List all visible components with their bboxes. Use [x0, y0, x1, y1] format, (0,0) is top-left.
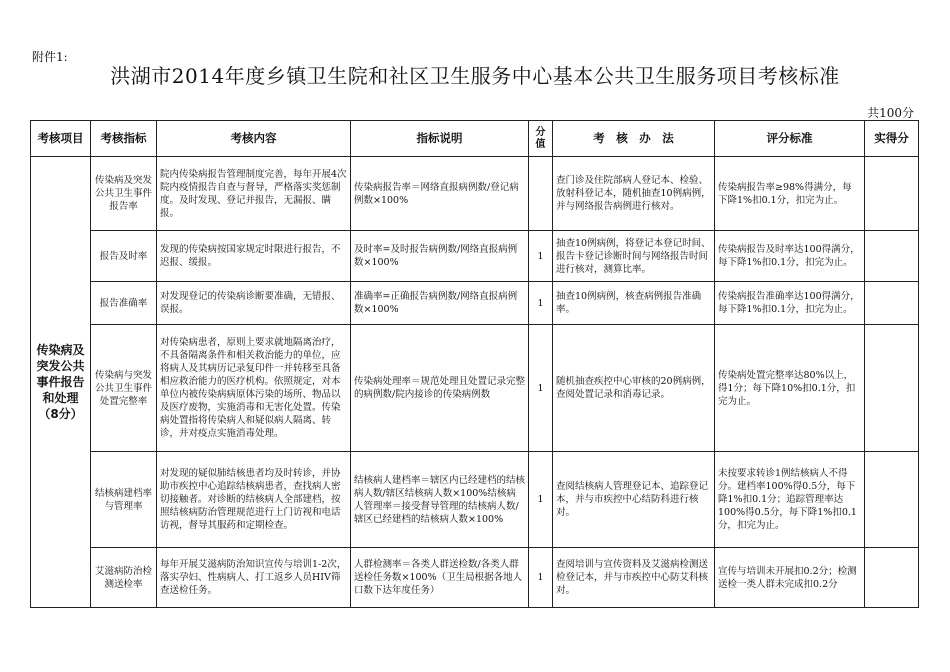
description-cell: 人群检测率＝各类人群送检数/各类人群送检任务数×100%（卫生局根据各地人口数下达年度任务）: [351, 548, 529, 608]
description-cell: 传染病处理率＝规范处理且处置记录完整的病例数/院内接诊的传染病例数: [351, 325, 529, 452]
indicator-cell: 传染病及突发公共卫生事件报告率: [91, 157, 157, 231]
table-header-row: [31, 121, 919, 157]
indicator-cell: 报告准确率: [91, 282, 157, 325]
method-cell: 查阅培训与宣传资料及艾滋病检测送检登记本，并与市疾控中心防艾科核对。: [553, 548, 715, 608]
actual-score-cell: [865, 548, 919, 608]
indicator-cell: 艾滋病防治检测送检率: [91, 548, 157, 608]
table-row: [31, 282, 919, 325]
standard-cell: 传染病报告准确率达100得满分，每下降1%扣0.1分，扣完为止。: [715, 282, 865, 325]
method-cell: 抽查10例病例，将登记本登记时间、报告卡登记诊断时间与网络报告时间进行核对，测算比率。: [553, 231, 715, 282]
description-cell: 传染病报告率＝网络直报病例数/登记病例数×100%: [351, 157, 529, 231]
header-content: 考核内容: [157, 121, 351, 157]
table-row: [31, 548, 919, 608]
table-row: [31, 452, 919, 548]
content-cell: 对发现的疑似肺结核患者均及时转诊，并协助市疾控中心追踪结核病患者，查找病人密切接触者。对诊断的结核病人全部建档，按照结核病防治管理规范进行上门访视和电话访视，督导其服药和定期检查。: [157, 452, 351, 548]
actual-score-cell: [865, 325, 919, 452]
method-cell: 抽查10例病例，核查病例报告准确率。: [553, 282, 715, 325]
actual-score-cell: [865, 157, 919, 231]
table-row: [31, 231, 919, 282]
content-cell: 对发现登记的传染病诊断要准确，无错报、误报。: [157, 282, 351, 325]
table-row: [31, 325, 919, 452]
indicator-cell: 报告及时率: [91, 231, 157, 282]
actual-score-cell: [865, 452, 919, 548]
standard-cell: 传染病报告及时率达100得满分，每下降1%扣0.1分，扣完为止。: [715, 231, 865, 282]
content-cell: 每年开展艾滋病防治知识宣传与培训1-2次，落实孕妇、性病病人、打工返乡人员HIV筛查送检任务。: [157, 548, 351, 608]
method-cell: 随机抽查疾控中心审核的20例病例，查阅处置记录和消毒记录。: [553, 325, 715, 452]
indicator-cell: 结核病建档率与管理率: [91, 452, 157, 548]
document-title: 洪湖市2014年度乡镇卫生院和社区卫生服务中心基本公共卫生服务项目考核标准: [110, 64, 840, 88]
score-cell: 1: [529, 325, 553, 452]
method-cell: 查门诊及住院部病人登记本、检验、放射科登记本，随机抽查10例病例，并与网络报告病例进行核对。: [553, 157, 715, 231]
actual-score-cell: [865, 282, 919, 325]
header-standard: 评分标准: [715, 121, 865, 157]
header-description: 指标说明: [351, 121, 529, 157]
method-cell: 查阅结核病人管理登记本、追踪登记本，并与市疾控中心结防科进行核对。: [553, 452, 715, 548]
header-item: 考核项目: [31, 121, 91, 157]
description-cell: 及时率=及时报告病例数/网络直报病例数×100%: [351, 231, 529, 282]
indicator-cell: 传染病与突发公共卫生事件处置完整率: [91, 325, 157, 452]
standard-cell: 未按要求转诊1例结核病人不得分。建档率100%得0.5分，每下降1%扣0.1分；追踪管理率达100%得0.5分，每下降1%扣0.1分，扣完为止。: [715, 452, 865, 548]
assessment-table: [30, 120, 919, 608]
header-indicator: 考核指标: [91, 121, 157, 157]
category-cell: 传染病及突发公共事件报告和处理（8分）: [31, 157, 91, 608]
score-cell: 1: [529, 452, 553, 548]
header-score: 分值: [529, 121, 553, 157]
content-cell: 院内传染病报告管理制度完善，每年开展4次院内疫情报告自查与督导，严格落实奖惩制度。及时发现、登记并报告，无漏报、瞒报。: [157, 157, 351, 231]
actual-score-cell: [865, 231, 919, 282]
score-cell: 1: [529, 548, 553, 608]
total-score: 共100分: [867, 106, 914, 120]
header-method: 考 核 办 法: [553, 121, 715, 157]
table-row: [31, 157, 919, 231]
standard-cell: 传染病报告率≥98%得满分，每下降1%扣0.1分，扣完为止。: [715, 157, 865, 231]
content-cell: 发现的传染病按国家规定时限进行报告，不迟报、缓报。: [157, 231, 351, 282]
content-cell: 对传染病患者，原则上要求就地隔离治疗，不具备隔离条件和相关救治能力的单位，应将病人及其病历记录复印件一并转移至具备相应救治能力的医疗机构。依照规定，对本单位内被传染病病原体污染的场所、物品以及医疗废物，实施消毒和无害化处置。传染病处置指将传染病人和疑似病人隔离、转诊，并对疫点实施消毒处理。: [157, 325, 351, 452]
description-cell: 准确率=正确报告病例数/网络直报病例数×100%: [351, 282, 529, 325]
description-cell: 结核病人建档率＝辖区内已经建档的结核病人数/辖区结核病人数×100%结核病人管理率＝接受督导管理的结核病人数/辖区已经建档的结核病人数×100%: [351, 452, 529, 548]
score-cell: [529, 157, 553, 231]
standard-cell: 宣传与培训未开展扣0.2分；检测送检一类人群未完成扣0.2分: [715, 548, 865, 608]
header-actual: 实得分: [865, 121, 919, 157]
standard-cell: 传染病处置完整率达80%以上，得1分；每下降10%扣0.1分，扣完为止。: [715, 325, 865, 452]
attachment-label: 附件1:: [32, 50, 68, 64]
score-cell: 1: [529, 231, 553, 282]
score-cell: 1: [529, 282, 553, 325]
